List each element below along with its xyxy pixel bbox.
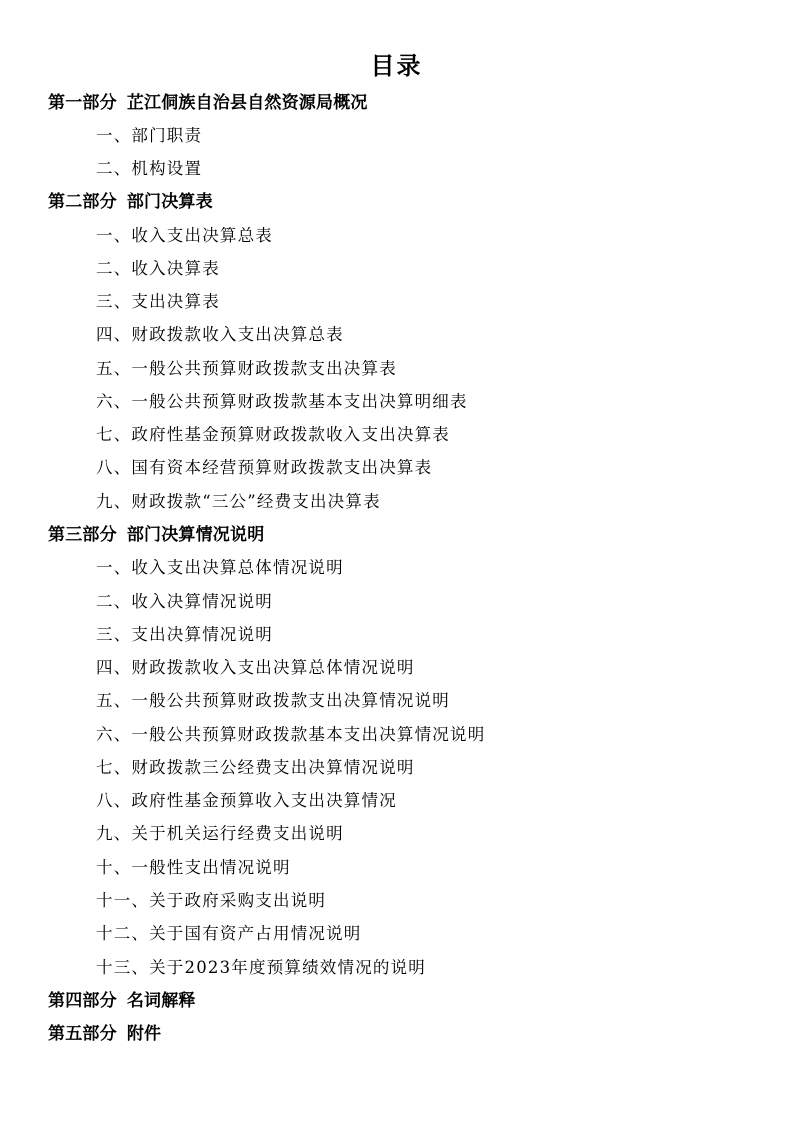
toc-item[interactable]: 二、收入决算情况说明 [96, 592, 273, 611]
toc-part-4[interactable] [48, 989, 196, 1013]
part-number: 第二部分 [48, 192, 117, 212]
part-title: 附件 [126, 1024, 162, 1044]
toc-item[interactable]: 一、收入支出决算总表 [96, 226, 273, 245]
toc-part-3[interactable] [48, 523, 264, 547]
toc-item[interactable]: 四、财政拨款收入支出决算总体情况说明 [96, 658, 415, 677]
part-number: 第三部分 [48, 525, 117, 545]
part-number: 第四部分 [48, 991, 117, 1011]
toc-item[interactable]: 五、一般公共预算财政拨款支出决算情况说明 [96, 691, 450, 710]
toc-item[interactable]: 九、关于机关运行经费支出说明 [96, 824, 344, 843]
toc-item[interactable]: 一、收入支出决算总体情况说明 [96, 558, 344, 577]
part-title: 芷江侗族自治县自然资源局概况 [126, 93, 368, 113]
toc-item[interactable]: 八、国有资本经营预算财政拨款支出决算表 [96, 458, 433, 477]
part-number: 第一部分 [48, 93, 117, 113]
toc-part-5[interactable] [48, 1022, 161, 1046]
toc-item[interactable]: 十二、关于国有资产占用情况说明 [96, 924, 362, 943]
toc-part-2[interactable] [48, 190, 213, 214]
toc-item[interactable]: 二、收入决算表 [96, 259, 220, 278]
toc-item[interactable]: 九、财政拨款“三公”经费支出决算表 [96, 492, 381, 511]
toc-item[interactable]: 八、政府性基金预算收入支出决算情况 [96, 791, 397, 810]
toc-item[interactable]: 六、一般公共预算财政拨款基本支出决算明细表 [96, 392, 468, 411]
toc-item[interactable]: 三、支出决算情况说明 [96, 625, 273, 644]
part-title: 部门决算情况说明 [126, 525, 265, 545]
toc-item[interactable]: 三、支出决算表 [96, 292, 220, 311]
toc-item[interactable]: 六、一般公共预算财政拨款基本支出决算情况说明 [96, 725, 486, 744]
toc-item[interactable]: 一、部门职责 [96, 126, 203, 145]
toc-item[interactable]: 十、一般性支出情况说明 [96, 858, 291, 877]
toc-item[interactable]: 十一、关于政府采购支出说明 [96, 891, 327, 910]
part-title: 名词解释 [126, 991, 196, 1011]
toc-title: 目录 [370, 52, 423, 80]
toc-item[interactable]: 四、财政拨款收入支出决算总表 [96, 325, 344, 344]
part-title: 部门决算表 [126, 192, 213, 212]
toc-item[interactable]: 七、政府性基金预算财政拨款收入支出决算表 [96, 425, 450, 444]
part-number: 第五部分 [48, 1024, 117, 1044]
toc-part-1[interactable] [48, 91, 368, 115]
toc-item[interactable]: 七、财政拨款三公经费支出决算情况说明 [96, 758, 415, 777]
toc-item[interactable]: 十三、关于2023年度预算绩效情况的说明 [96, 958, 426, 977]
toc-item[interactable]: 二、机构设置 [96, 159, 203, 178]
toc-item[interactable]: 五、一般公共预算财政拨款支出决算表 [96, 359, 397, 378]
